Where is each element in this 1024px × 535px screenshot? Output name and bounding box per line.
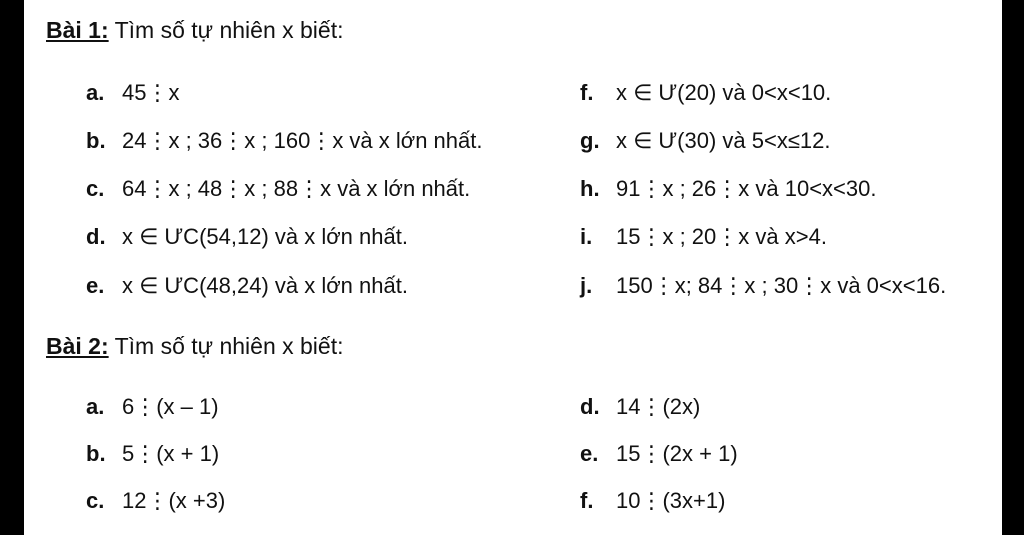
- bai1-title: Tìm số tự nhiên x biết:: [108, 17, 344, 43]
- bai1-label: Bài 1:: [46, 17, 109, 43]
- bai1-item-c: c. 64⋮x ; 48⋮x ; 88⋮x và x lớn nhất.: [86, 176, 471, 201]
- bai1-item-f: f. x ∈ Ư(20) và 0<x<10.: [580, 80, 832, 105]
- bai2-item-a: a. 6⋮(x – 1): [86, 394, 219, 419]
- bai1-item-g: g. x ∈ Ư(30) và 5<x≤12.: [580, 128, 831, 153]
- bai1-item-j: j. 150⋮x; 84⋮x ; 30⋮x và 0<x<16.: [580, 273, 947, 298]
- bai1-item-e: e. x ∈ ƯC(48,24) và x lớn nhất.: [86, 273, 408, 298]
- bai2-item-e: e. 15⋮(2x + 1): [580, 441, 738, 466]
- document-page: [24, 0, 1002, 535]
- bai1-item-d: d. x ∈ ƯC(54,12) và x lớn nhất.: [86, 224, 408, 249]
- bai2-item-d: d. 14⋮(2x): [580, 394, 701, 419]
- bai2-item-b: b. 5⋮(x + 1): [86, 441, 220, 466]
- bai1-item-b: b. 24⋮x ; 36⋮x ; 160⋮x và x lớn nhất.: [86, 128, 483, 153]
- bai2-item-f: f. 10⋮(3x+1): [580, 488, 726, 513]
- bai1-item-i: i. 15⋮x ; 20⋮x và x>4.: [580, 224, 827, 249]
- bai1-item-h: h. 91⋮x ; 26⋮x và 10<x<30.: [580, 176, 877, 201]
- bai2-heading: [46, 332, 344, 360]
- bai1-item-a: a. 45⋮x: [86, 80, 180, 105]
- bai1-heading: [46, 16, 344, 44]
- bai2-label: Bài 2:: [46, 333, 109, 359]
- bai2-item-c: c. 12⋮(x +3): [86, 488, 226, 513]
- bai2-title: Tìm số tự nhiên x biết:: [108, 333, 344, 359]
